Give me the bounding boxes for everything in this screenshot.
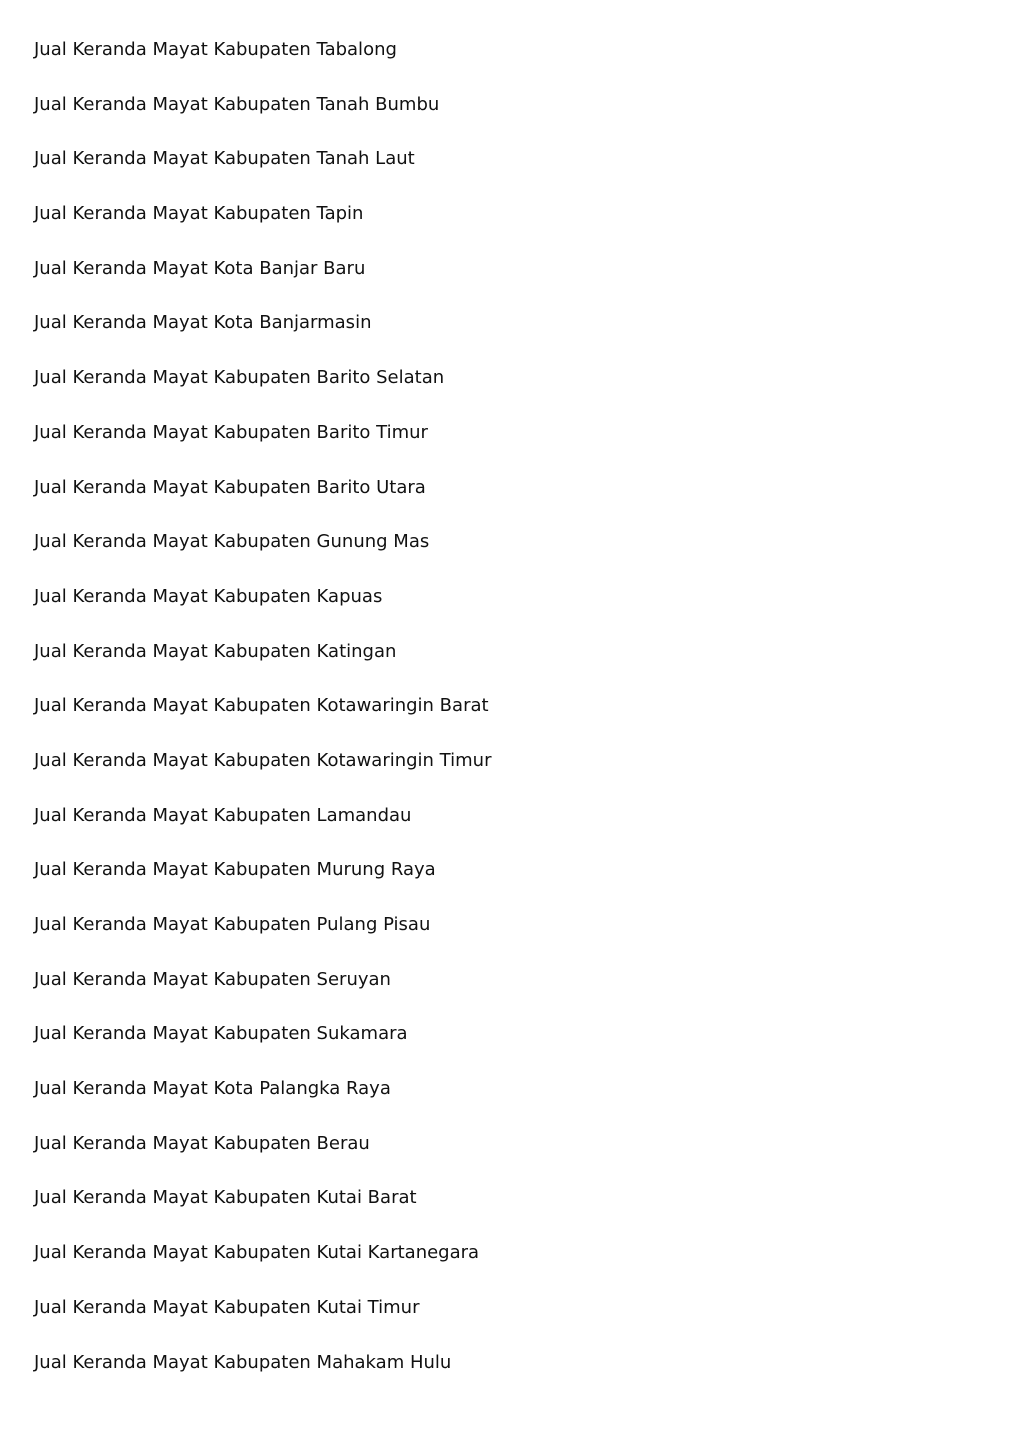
list-item: Jual Keranda Mayat Kabupaten Murung Raya [34,859,436,881]
list-item: Jual Keranda Mayat Kabupaten Katingan [34,640,397,662]
list-item: Jual Keranda Mayat Kabupaten Kotawaringin Barat [34,695,489,717]
list-item: Jual Keranda Mayat Kabupaten Barito Timur [34,421,428,443]
list-item: Jual Keranda Mayat Kabupaten Pulang Pisau [34,914,431,935]
list-item: Jual Keranda Mayat Kabupaten Sukamara [34,1023,408,1045]
list-item: Jual Keranda Mayat Kabupaten Tanah Bumbu [34,93,440,115]
list-item: Jual Keranda Mayat Kabupaten Mahakam Hulu [34,1351,452,1373]
list-item: Jual Keranda Mayat Kabupaten Barito Selatan [34,367,445,389]
list-item: Jual Keranda Mayat Kota Banjarmasin [34,312,372,334]
list-item: Jual Keranda Mayat Kota Palangka Raya [34,1078,391,1100]
list-item: Jual Keranda Mayat Kabupaten Kutai Kartanegara [34,1242,480,1264]
list-item: Jual Keranda Mayat Kabupaten Tabalong [34,39,397,60]
list-item: Jual Keranda Mayat Kabupaten Seruyan [34,968,391,990]
list-item: Jual Keranda Mayat Kota Banjar Baru [34,257,366,279]
list-item: Jual Keranda Mayat Kabupaten Berau [34,1132,370,1154]
product-location-list [34,36,491,1403]
list-item: Jual Keranda Mayat Kabupaten Lamandau [34,804,412,826]
list-item: Jual Keranda Mayat Kabupaten Gunung Mas [34,531,430,553]
list-item: Jual Keranda Mayat Kabupaten Tanah Laut [34,148,415,170]
list-item: Jual Keranda Mayat Kabupaten Kutai Barat [34,1187,417,1209]
list-item: Jual Keranda Mayat Kabupaten Kutai Timur [34,1296,420,1318]
list-item: Jual Keranda Mayat Kabupaten Tapin [34,203,364,225]
list-item: Jual Keranda Mayat Kabupaten Barito Utara [34,476,426,498]
list-item: Jual Keranda Mayat Kabupaten Kapuas [34,585,383,607]
list-item: Jual Keranda Mayat Kabupaten Kotawaringin Timur [34,749,492,771]
